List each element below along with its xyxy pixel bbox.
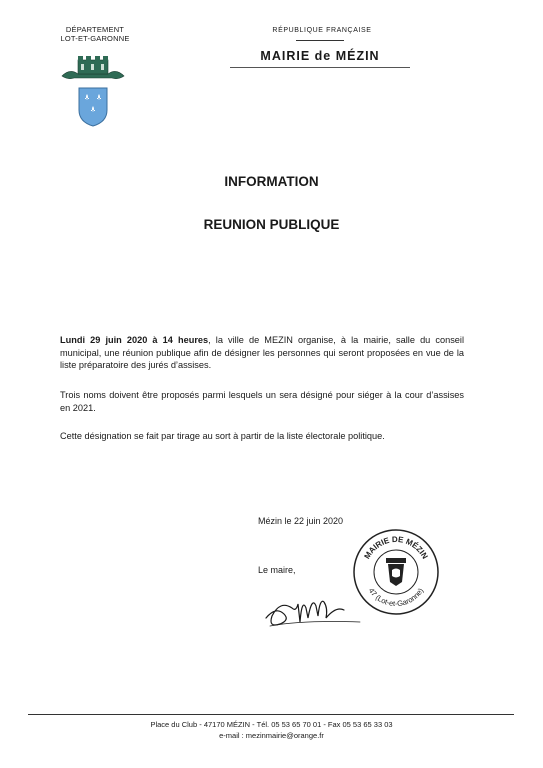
svg-text:47 (Lot-et-Garonne) <box>367 586 426 608</box>
footer-email: e-mail : mezinmairie@orange.fr <box>219 731 324 740</box>
footer-divider <box>28 714 514 715</box>
signature-date: Mézin le 22 juin 2020 <box>258 516 344 526</box>
document-subtitle: REUNION PUBLIQUE <box>203 217 340 232</box>
republic-label: RÉPUBLIQUE FRANÇAISE <box>272 27 372 34</box>
department-name: LOT-ET-GARONNE <box>60 34 130 43</box>
paragraph-meeting <box>60 334 464 372</box>
seal-bottom-text: 47 (Lot-et-Garonne) <box>366 586 426 609</box>
svg-text:MAIRIE DE MÉZIN <box>363 535 430 561</box>
seal-top-text: MAIRIE DE MÉZIN <box>362 534 430 561</box>
meeting-datetime: Lundi 29 juin 2020 à 14 heures <box>60 335 209 345</box>
coat-of-arms-icon <box>58 50 128 130</box>
mairie-heading: MAIRIE de MÉZIN <box>260 49 380 63</box>
paragraph-designation: Cette désignation se fait par tirage au sort à partir de la liste électorale politique. <box>60 431 385 441</box>
republic-divider <box>296 40 344 41</box>
meeting-description: , la ville de MEZIN organise, à la mairie, salle du conseil municipal, une réunion publique afin de désigner les personnes qui seront proposées en vue de la liste préparatoire des jurés d’assises. <box>60 335 464 370</box>
mayor-signature-icon <box>262 578 372 638</box>
footer-address: Place du Club - 47170 MÉZIN - Tél. 05 53 65 70 01 - Fax 05 53 65 33 03 <box>150 720 393 729</box>
department-label: DÉPARTEMENT <box>65 25 125 34</box>
document-title: INFORMATION <box>224 174 319 189</box>
paragraph-names: Trois noms doivent être proposés parmi lesquels un sera désigné pour siéger à la cour d’assises en 2021. <box>60 390 464 413</box>
mairie-divider <box>230 67 410 68</box>
department-block <box>40 25 150 43</box>
mayor-label: Le maire, <box>258 565 296 575</box>
